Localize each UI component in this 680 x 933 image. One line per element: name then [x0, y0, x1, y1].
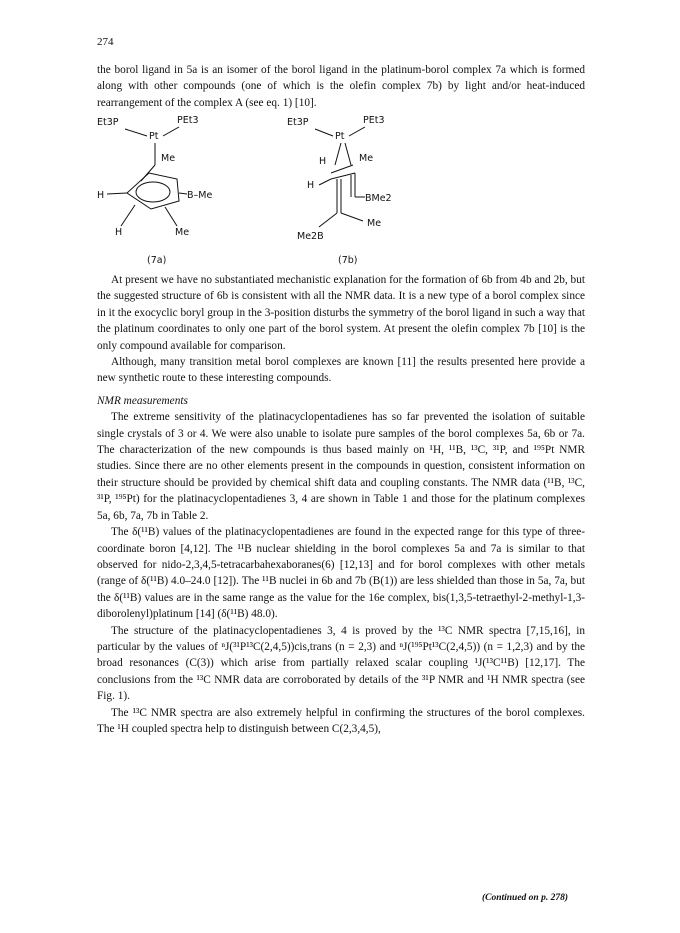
- continued-note: (Continued on p. 278): [481, 893, 568, 903]
- 7a-h-left: H: [97, 190, 105, 201]
- page-number: 274: [97, 36, 114, 48]
- 7b-pt: Pt: [335, 131, 345, 142]
- 7a-b-me: B–Me: [187, 190, 213, 201]
- 7b-h-mid: H: [307, 180, 315, 191]
- 7a-bond-me-bottom: [165, 207, 177, 226]
- 7b-bond-pt-c2: [345, 143, 351, 165]
- 7b-chain-2: [319, 213, 337, 227]
- 7a-bond-p1: [125, 129, 147, 136]
- 7a-bond-h-bottom: [121, 205, 135, 226]
- section-heading: NMR measurements: [97, 394, 188, 407]
- structure-scheme: [97, 113, 585, 250]
- 7b-bme2: BMe2: [365, 193, 392, 204]
- 7b-bond-h-mid: [319, 179, 331, 185]
- 7a-ring: [127, 173, 179, 209]
- 7b-chain-3: [341, 213, 363, 221]
- 7a-ring-delocalized: [136, 182, 170, 202]
- paragraph-5: The structure of the platinacyclopentadienes 3, 4 is proved by the ¹³C NMR spectra [7,15,16], in particular by the values of ⁿJ(³¹P¹³C(2,4,5))cis,trans (n = 2,3) and ⁿJ(¹⁹⁵Pt¹³C(2,4,5)) (n = 1,2,3) and by the broad resonances (C(3)) which arise from partially relaxed scalar coupling ¹J(¹³C¹¹B) [12,17]. The conclusions from the ¹³C NMR data are corroborated by details of the ³¹P NMR and ¹H NMR spectra (see Fig. 1).: [97, 624, 585, 703]
- intro-text: the borol ligand in 5a is an isomer of the borol ligand in the platinum-borol complex 7a which is formed along with other compounds (one of which is the olefin complex 7b) by light and/or heat-induced rearrangement of the complex A (see eq. 1) [10].: [97, 64, 585, 109]
- structure-7a: [97, 115, 212, 238]
- paragraph-4: The δ(¹¹B) values of the platinacyclopentadienes are found in the expected range for this type of three-coordinate boron [4,12]. The ¹¹B nuclear shielding in the borol complexes 5a and 7a is similar to that observed for nido-2,3,4,5-tetracarbahexaboranes(6) [12,13] and for borol complexes with other metals (range of δ(¹¹B) 4.0–24.0 [12]). The ¹¹B nuclei in 6b and 7b (B(1)) are less shielded than those in 5a, 7a, but the δ(¹¹B) values are in the same range as the value for the 16e complex, bis(1,3,5-tetraethyl-2-methyl-1,3-diborolenyl)platinum [14] (δ(¹¹B) 48.0).: [97, 526, 585, 621]
- paragraph-3: The extreme sensitivity of the platinacyclopentadienes has so far prevented the isolation of suitable single crystals of 3 or 4. We were also unable to isolate pure samples of the borol complexes 5a, 6b or 7a. The characterization of the new compounds is thus based mainly on ¹H, ¹¹B, ¹³C, ³¹P, and ¹⁹⁵Pt NMR studies. Since there are no other elements present in the compounds in question, consistent information on their structure should be provided by chemical shift data and coupling constants. The NMR data (¹¹B, ¹³C, ³¹P, ¹⁹⁵Pt) for the platinacyclopentadienes 3, 4 are shown in Table 1 and those for the platinum complexes 5a, 6b, 7a, 7b in Table 2.: [97, 411, 585, 522]
- label-7b: (7b): [338, 255, 358, 266]
- 7a-me-bottom: Me: [175, 227, 190, 238]
- paragraph-6: The ¹³C NMR spectra are also extremely helpful in confirming the structures of the borol complexes. The ¹H coupled spectra help to distinguish between C(2,3,4,5),: [97, 706, 585, 735]
- 7b-me2b: Me2B: [297, 231, 324, 242]
- 7b-me-top: Me: [359, 153, 374, 164]
- 7b-me-right: Me: [367, 218, 382, 229]
- body-text: [97, 272, 585, 737]
- paragraph-1: At present we have no substantiated mechanistic explanation for the formation of 6b from 4b and 2b, but the suggested structure of 6b is consistent with all the NMR data. It is a new type of a borol complex since in it the exocyclic boryl group in the 3-position disturbs the symmetry of the borol ligand in such a way that the platinum coordinates to only one part of the borol system. At present the olefin complex 7b [10] is the only compound available for comparison.: [97, 274, 585, 352]
- structure-7b: [287, 115, 392, 242]
- 7b-cc-1: [331, 165, 353, 173]
- 7a-bond-p2: [163, 127, 179, 136]
- intro-paragraph: [97, 62, 585, 111]
- 7a-pt: Pt: [149, 131, 159, 142]
- 7b-pet3: PEt3: [363, 115, 385, 126]
- 7b-bond-p2: [349, 127, 365, 136]
- 7a-et3p: Et3P: [97, 117, 119, 128]
- 7a-me-top: Me: [161, 153, 176, 164]
- 7a-pet3: PEt3: [177, 115, 199, 126]
- 7b-bond-p1: [315, 129, 333, 136]
- 7b-et3p: Et3P: [287, 117, 309, 128]
- 7b-bond-pt-c1: [335, 143, 341, 165]
- label-7a: (7a): [147, 255, 167, 266]
- 7a-bond-h-left: [107, 193, 127, 194]
- 7b-h-top: H: [319, 156, 327, 167]
- 7a-h-bottom: H: [115, 227, 123, 238]
- paragraph-2: Although, many transition metal borol complexes are known [11] the results presented here provide a new synthetic route to these interesting compounds.: [97, 356, 585, 385]
- 7a-bond-b: [179, 193, 187, 194]
